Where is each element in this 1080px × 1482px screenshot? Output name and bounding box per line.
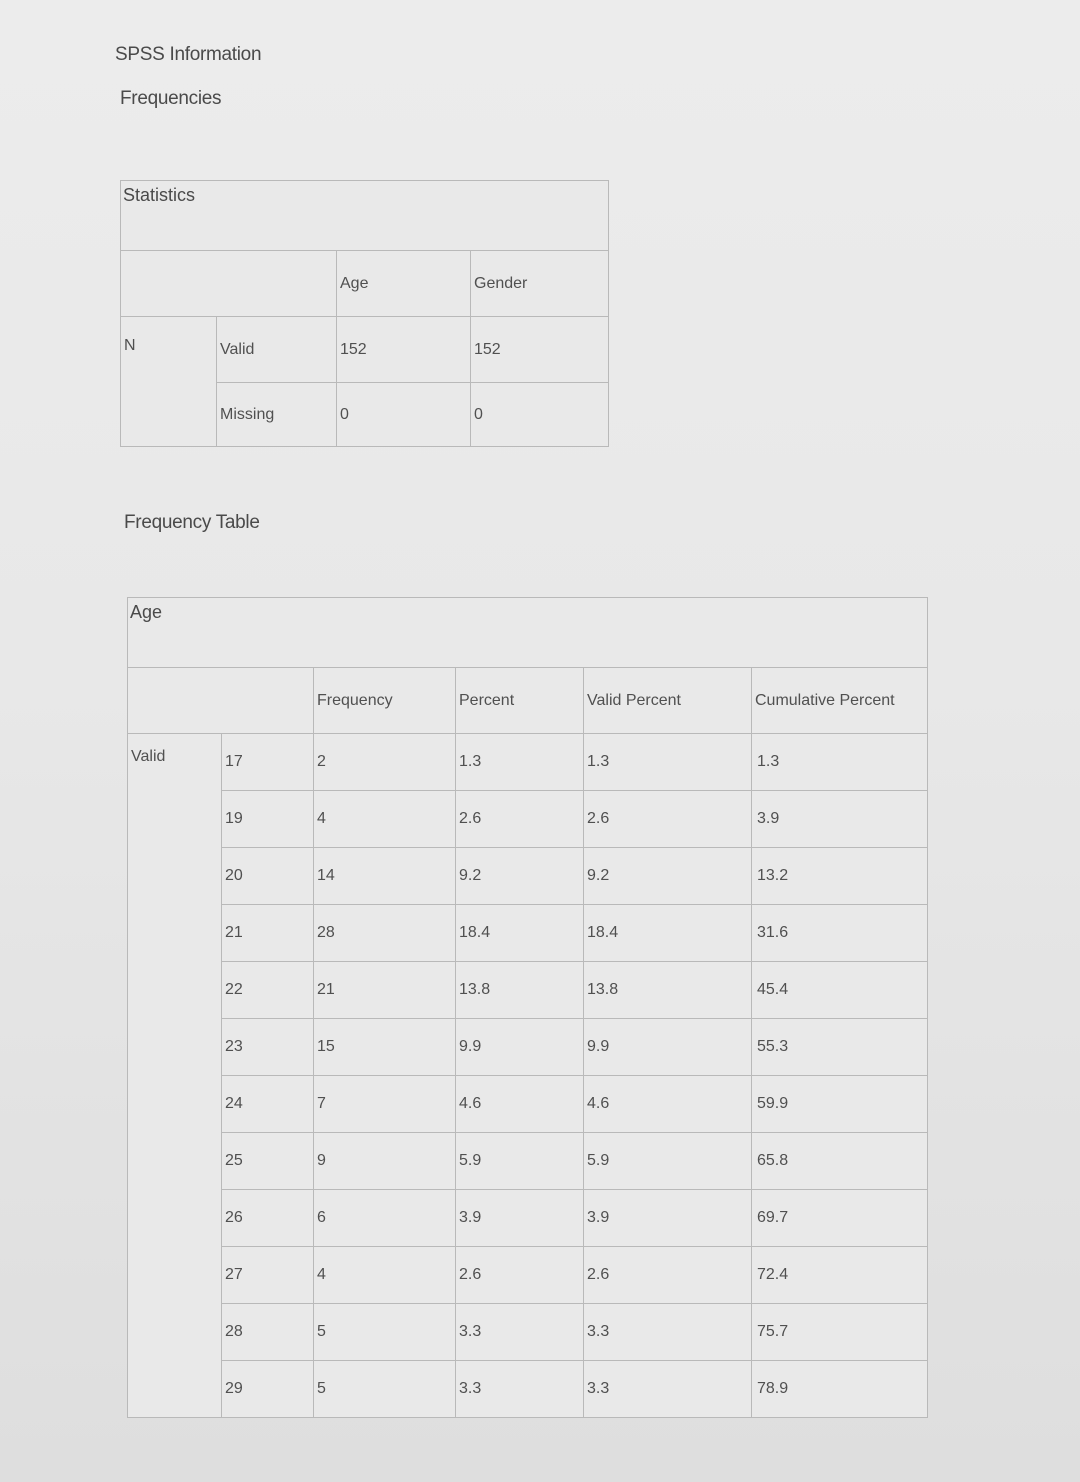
table-row — [128, 962, 928, 1019]
cell-valid-percent: 4.6 — [584, 1076, 752, 1133]
statistics-table — [120, 180, 609, 447]
frequency-group-label: Valid — [128, 734, 222, 1418]
header-valid-percent: Valid Percent — [584, 668, 752, 734]
cell-frequency: 14 — [314, 848, 456, 905]
frequency-header-row — [128, 668, 928, 734]
cell-valid-percent: 18.4 — [584, 905, 752, 962]
cell-frequency: 28 — [314, 905, 456, 962]
cell-valid-percent: 3.3 — [584, 1361, 752, 1418]
statistics-row-label: Valid — [217, 317, 337, 383]
table-row — [128, 1247, 928, 1304]
cell-frequency: 2 — [314, 734, 456, 791]
statistics-n-label: N — [121, 317, 217, 447]
cell-percent: 5.9 — [456, 1133, 584, 1190]
cell-frequency: 21 — [314, 962, 456, 1019]
cell-valid-percent: 2.6 — [584, 1247, 752, 1304]
section-title-frequencies: Frequencies — [120, 88, 222, 109]
frequency-caption-row — [128, 598, 928, 668]
cell-percent: 2.6 — [456, 791, 584, 848]
table-row — [128, 1133, 928, 1190]
statistics-caption-row — [121, 181, 609, 251]
cell-valid-percent: 2.6 — [584, 791, 752, 848]
cell-age: 28 — [222, 1304, 314, 1361]
cell-percent: 9.2 — [456, 848, 584, 905]
table-row — [128, 734, 928, 791]
cell-age: 22 — [222, 962, 314, 1019]
cell-valid-percent: 9.9 — [584, 1019, 752, 1076]
cell-cumulative-percent: 59.9 — [752, 1076, 928, 1133]
cell-percent: 9.9 — [456, 1019, 584, 1076]
cell-frequency: 4 — [314, 1247, 456, 1304]
cell-age: 19 — [222, 791, 314, 848]
frequency-table-caption: Age — [128, 598, 928, 668]
cell-valid-percent: 1.3 — [584, 734, 752, 791]
cell-percent: 13.8 — [456, 962, 584, 1019]
cell-cumulative-percent: 72.4 — [752, 1247, 928, 1304]
cell-cumulative-percent: 75.7 — [752, 1304, 928, 1361]
cell-age: 17 — [222, 734, 314, 791]
cell-cumulative-percent: 65.8 — [752, 1133, 928, 1190]
cell-percent: 3.9 — [456, 1190, 584, 1247]
header-frequency: Frequency — [314, 668, 456, 734]
cell-percent: 3.3 — [456, 1361, 584, 1418]
cell-valid-percent: 3.9 — [584, 1190, 752, 1247]
cell-percent: 18.4 — [456, 905, 584, 962]
cell-frequency: 6 — [314, 1190, 456, 1247]
cell-age: 27 — [222, 1247, 314, 1304]
statistics-missing-age: 0 — [337, 383, 471, 447]
cell-cumulative-percent: 13.2 — [752, 848, 928, 905]
cell-valid-percent: 9.2 — [584, 848, 752, 905]
cell-valid-percent: 13.8 — [584, 962, 752, 1019]
statistics-row-valid — [121, 317, 609, 383]
header-cumulative-percent: Cumulative Percent — [752, 668, 928, 734]
cell-age: 26 — [222, 1190, 314, 1247]
table-row — [128, 1304, 928, 1361]
cell-age: 23 — [222, 1019, 314, 1076]
cell-age: 20 — [222, 848, 314, 905]
cell-age: 29 — [222, 1361, 314, 1418]
header-percent: Percent — [456, 668, 584, 734]
cell-percent: 3.3 — [456, 1304, 584, 1361]
table-row — [128, 1361, 928, 1418]
statistics-header-gender: Gender — [471, 251, 609, 317]
statistics-header-row — [121, 251, 609, 317]
cell-cumulative-percent: 31.6 — [752, 905, 928, 962]
statistics-valid-gender: 152 — [471, 317, 609, 383]
cell-cumulative-percent: 45.4 — [752, 962, 928, 1019]
table-row — [128, 848, 928, 905]
statistics-row-label: Missing — [217, 383, 337, 447]
cell-percent: 2.6 — [456, 1247, 584, 1304]
cell-age: 21 — [222, 905, 314, 962]
cell-cumulative-percent: 78.9 — [752, 1361, 928, 1418]
table-row — [128, 791, 928, 848]
cell-frequency: 5 — [314, 1304, 456, 1361]
cell-frequency: 15 — [314, 1019, 456, 1076]
frequency-table-age — [127, 597, 928, 1418]
cell-cumulative-percent: 69.7 — [752, 1190, 928, 1247]
cell-age: 24 — [222, 1076, 314, 1133]
statistics-header-blank — [121, 251, 337, 317]
cell-age: 25 — [222, 1133, 314, 1190]
statistics-valid-age: 152 — [337, 317, 471, 383]
cell-cumulative-percent: 55.3 — [752, 1019, 928, 1076]
cell-valid-percent: 3.3 — [584, 1304, 752, 1361]
cell-frequency: 4 — [314, 791, 456, 848]
table-row — [128, 1190, 928, 1247]
statistics-missing-gender: 0 — [471, 383, 609, 447]
section-title-frequency-table: Frequency Table — [124, 512, 260, 533]
cell-valid-percent: 5.9 — [584, 1133, 752, 1190]
cell-frequency: 9 — [314, 1133, 456, 1190]
cell-cumulative-percent: 1.3 — [752, 734, 928, 791]
table-row — [128, 1019, 928, 1076]
table-row — [128, 1076, 928, 1133]
cell-cumulative-percent: 3.9 — [752, 791, 928, 848]
cell-frequency: 7 — [314, 1076, 456, 1133]
statistics-caption: Statistics — [121, 181, 609, 251]
document-title: SPSS Information — [115, 44, 262, 65]
statistics-header-age: Age — [337, 251, 471, 317]
frequency-header-blank — [128, 668, 314, 734]
table-row — [128, 905, 928, 962]
cell-percent: 1.3 — [456, 734, 584, 791]
cell-percent: 4.6 — [456, 1076, 584, 1133]
cell-frequency: 5 — [314, 1361, 456, 1418]
